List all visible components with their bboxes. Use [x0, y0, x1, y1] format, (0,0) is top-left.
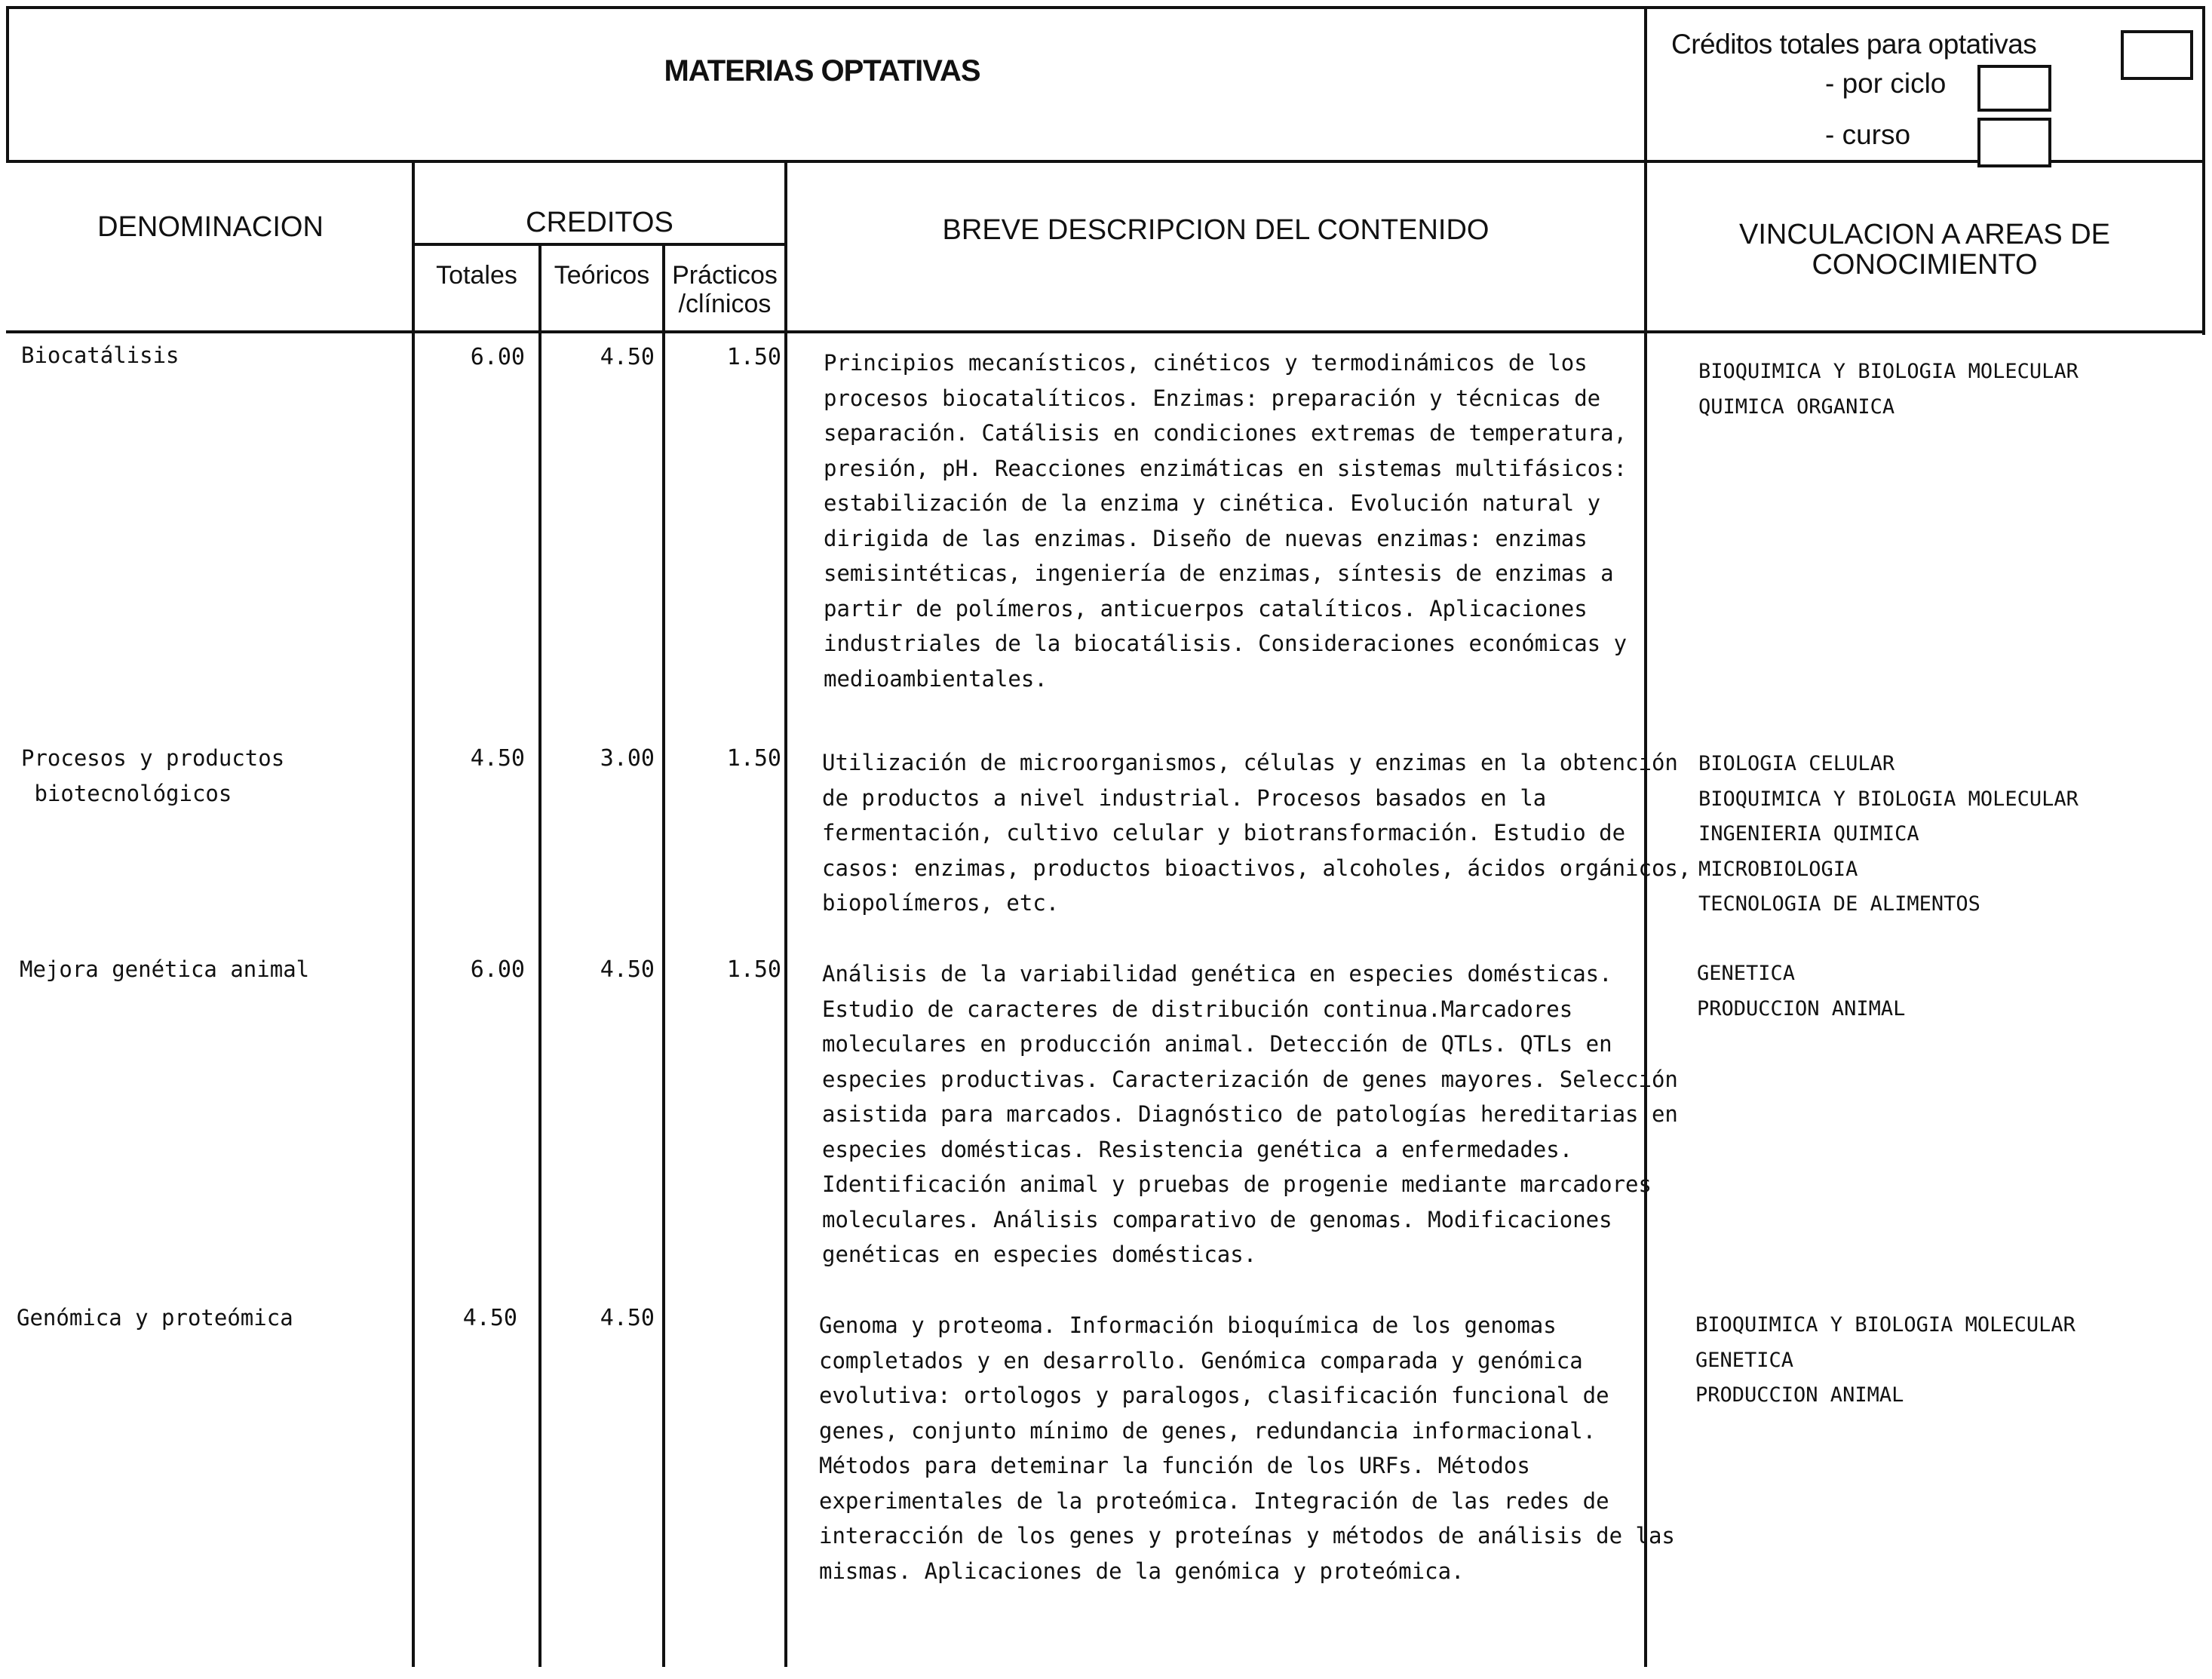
- course-label: - curso: [1825, 119, 1911, 150]
- per-cycle-label: - por ciclo: [1825, 68, 1947, 99]
- row-teoricos: 4.50: [600, 1305, 655, 1331]
- header-bottom-separator: [6, 330, 2205, 333]
- row-teoricos: 4.50: [600, 956, 655, 983]
- creditos-subheader-separator: [413, 243, 786, 246]
- row-teoricos: 4.50: [600, 344, 655, 370]
- row-description: Principios mecanísticos, cinéticos y termodinámicos de los procesos biocatalíticos. Enzimas: preparación y técnicas de separación. Catálisis en condiciones extremas de temperatura, presión, pH. Reacciones enzimáticas en sistemas multifásicos: estabilización de la enzima y cinética. Evolución natural y dirigida de las enzimas. Diseño de nuevas enzimas: enzimas semisintéticas, ingeniería de enzimas, síntesis de enzimas a partir de polímeros, anticuerpos catalíticos. Aplicaciones industriales de la biocatálisis. Consideraciones económicas y medioambientales.: [824, 350, 1628, 692]
- header-practicos: Prácticos: [672, 261, 778, 290]
- row-name: Biocatálisis: [21, 342, 179, 368]
- row-practicos: 1.50: [726, 344, 781, 370]
- row-practicos: 1.50: [726, 956, 781, 983]
- header-descripcion: BREVE DESCRIPCION DEL CONTENIDO: [942, 214, 1489, 246]
- col-sep-teoricos: [662, 243, 665, 1667]
- top-border: [6, 6, 2205, 9]
- right-border: [2202, 6, 2205, 335]
- row-name: Mejora genética animal: [20, 956, 310, 982]
- row-description: Genoma y proteoma. Información bioquímica de los genomas completados y en desarrollo. Genómica comparada y genómica evolutiva: ortologos y paralogos, clasificación funcional de genes, conjunto mínimo de genes, redundancia informacional. Métodos para deteminar la función de los URFs. Métodos experimentales de la proteómica. Integración de las redes de interacción de los genes y proteínas y métodos de análisis de las mismas. Aplicaciones de la genómica y proteómica.: [819, 1312, 1675, 1584]
- row-description: Utilización de microorganismos, células y enzimas en la obtención de productos a nivel industrial. Procesos basados en la fermentación, cultivo celular y biotransformación. Estudio de casos: enzimas, productos bioactivos, alcoholes, ácidos orgánicos, biopolímeros, etc.: [822, 750, 1692, 916]
- header-vinculacion: VINCULACION A AREAS DE: [1738, 219, 2111, 250]
- col-sep-denominacion: [412, 160, 415, 1667]
- row-name: Procesos y productos biotecnológicos: [21, 745, 285, 806]
- header-conocimiento: CONOCIMIENTO: [1812, 249, 2038, 281]
- row-teoricos: 3.00: [600, 745, 655, 772]
- row-areas: BIOQUIMICA Y BIOLOGIA MOLECULAR QUIMICA ORGANICA: [1698, 360, 2079, 419]
- row-description: Análisis de la variabilidad genética en especies domésticas. Estudio de caracteres de distribución continua.Marcadores moleculares en producción animal. Detección de QTLs. QTLs en especies productivas. Caracterización de genes mayores. Selección asistida para marcados. Diagnóstico de patologías hereditarias en especies domésticas. Resistencia genética a enfermedades. Identificación animal y pruebas de progenie mediante marcadores moleculares. Análisis comparativo de genomas. Modificaciones genéticas en especies domésticas.: [822, 961, 1678, 1267]
- row-totales: 6.00: [470, 344, 525, 370]
- row-totales: 6.00: [470, 956, 525, 983]
- header-denominacion: DENOMINACION: [97, 211, 324, 243]
- col-sep-totales: [538, 243, 541, 1667]
- header-teoricos: Teóricos: [554, 261, 650, 290]
- credits-total-box[interactable]: [2121, 30, 2193, 80]
- row-practicos: 1.50: [726, 745, 781, 772]
- row-areas: GENETICA PRODUCCION ANIMAL: [1697, 962, 1906, 1021]
- credits-total-label: Créditos totales para optativas: [1671, 29, 2037, 60]
- row-name: Genómica y proteómica: [17, 1305, 293, 1331]
- header-totales: Totales: [436, 261, 517, 290]
- title-separator: [6, 160, 2205, 163]
- page-title: MATERIAS OPTATIVAS: [664, 54, 980, 87]
- per-cycle-box[interactable]: [1977, 65, 2051, 112]
- row-totales: 4.50: [470, 745, 525, 772]
- row-totales: 4.50: [462, 1305, 517, 1331]
- row-areas: BIOQUIMICA Y BIOLOGIA MOLECULAR GENETICA PRODUCCION ANIMAL: [1695, 1313, 2075, 1407]
- col-sep-practicos: [784, 160, 787, 1667]
- row-areas: BIOLOGIA CELULAR BIOQUIMICA Y BIOLOGIA MOLECULAR INGENIERIA QUIMICA MICROBIOLOGIA TECNOLOGIA DE ALIMENTOS: [1698, 752, 2079, 916]
- header-clinicos: /clínicos: [678, 290, 772, 318]
- header-creditos: CREDITOS: [526, 207, 673, 238]
- course-box[interactable]: [1977, 118, 2051, 167]
